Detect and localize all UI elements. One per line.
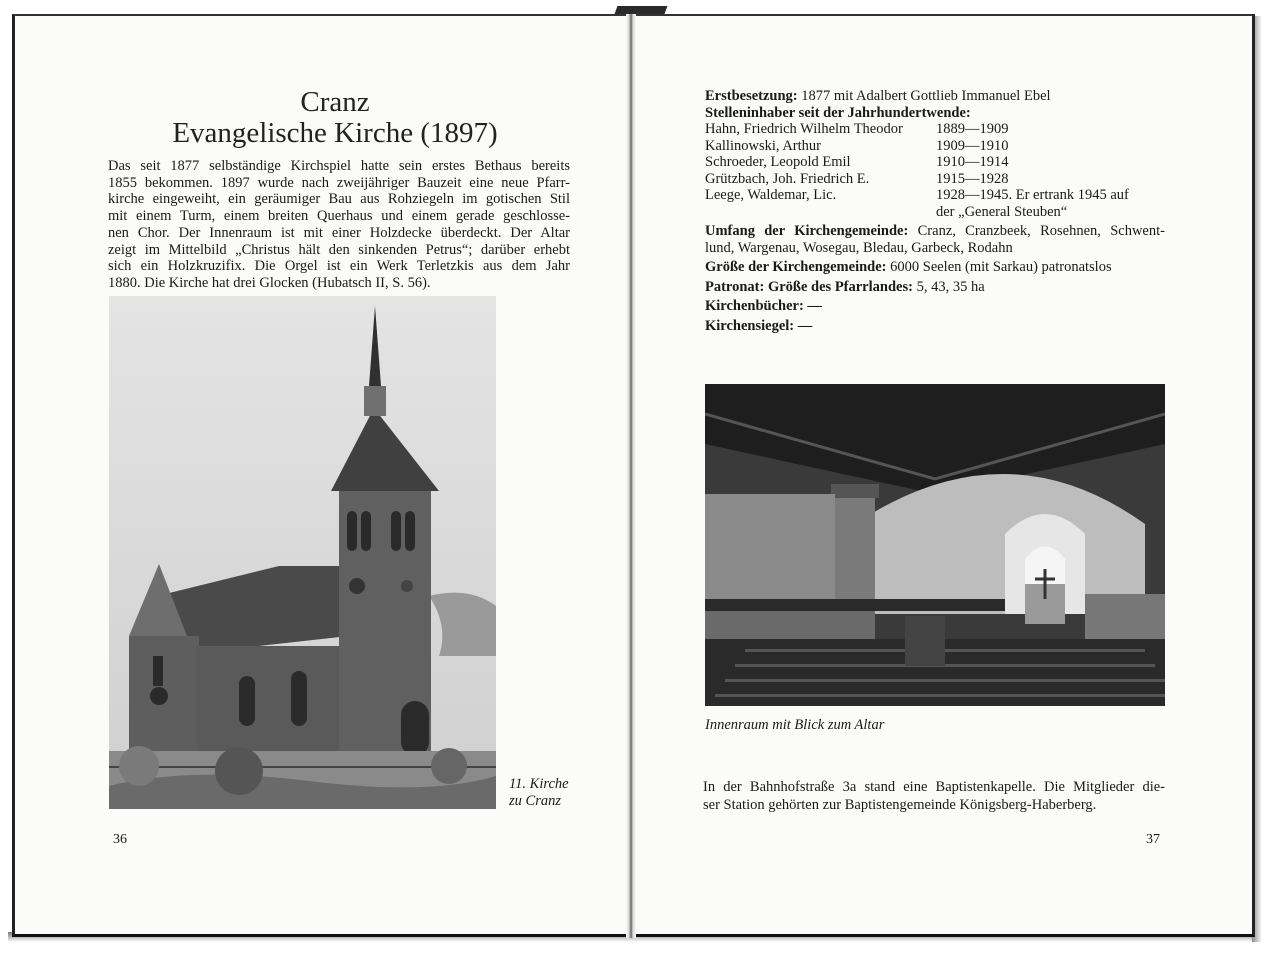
church-exterior-drawing bbox=[109, 296, 496, 809]
book-gutter bbox=[626, 8, 636, 938]
church-photo-caption bbox=[509, 776, 599, 810]
stelleninhaber-heading bbox=[705, 105, 1165, 122]
patronat-value: 5, 43, 35 ha bbox=[912, 278, 985, 295]
pastor-name: Grützbach, Joh. Friedrich E. bbox=[705, 170, 870, 187]
pastor-row bbox=[705, 187, 1165, 204]
pastor-years: 1910—1914 bbox=[936, 154, 1009, 170]
patronat-line bbox=[705, 279, 1165, 296]
binding-mark bbox=[615, 6, 668, 14]
church-interior-photo bbox=[705, 384, 1165, 706]
interior-photo-caption: Innenraum mit Blick zum Altar bbox=[705, 717, 885, 733]
intro-line: kirche eingeweiht, ein geräumiger Bau aus Rohziegeln im gotischen Stil bbox=[108, 191, 570, 208]
pastor-note: der „General Steuben“ bbox=[936, 203, 1068, 220]
pastor-row bbox=[705, 154, 1165, 171]
erstbesetzung-line bbox=[705, 88, 1165, 105]
pastor-row bbox=[705, 121, 1165, 138]
pastor-name: Hahn, Friedrich Wilhelm Theodor bbox=[705, 121, 903, 137]
intro-line: 1880. Die Kirche hat drei Glocken (Hubatsch II, S. 56). bbox=[108, 274, 431, 291]
page-number-right: 37 bbox=[1146, 832, 1160, 847]
groesse-line bbox=[705, 259, 1165, 276]
baptist-paragraph bbox=[703, 779, 1165, 814]
intro-line: sich ein Holzkruzifix. Die Orgel ist ein Werk Terletzkis aus dem Jahr bbox=[108, 258, 570, 275]
church-exterior-photo bbox=[109, 296, 496, 809]
intro-paragraph bbox=[108, 158, 570, 292]
title-line-2: Evangelische Kirche (1897) bbox=[172, 117, 498, 149]
intro-line: Das seit 1877 selbständige Kirchspiel hatte sein erstes Bethaus bereits bbox=[108, 158, 570, 174]
title-line-1: Cranz bbox=[300, 86, 370, 118]
pastor-years: 1915—1928 bbox=[936, 170, 1009, 187]
pastor-years: 1928—1945. Er ertrank 1945 auf bbox=[936, 187, 1129, 203]
groesse-label: Größe der Kirchengemeinde: bbox=[705, 259, 887, 275]
pastor-row bbox=[705, 138, 1165, 155]
pastor-years: 1889—1909 bbox=[936, 121, 1009, 137]
umfang-line-1 bbox=[705, 223, 1165, 240]
pastor-row bbox=[705, 171, 1165, 188]
pastor-name: Kallinowski, Arthur bbox=[705, 137, 821, 154]
baptist-line: ser Station gehörten zur Baptistengemeinde Königsberg-Haberberg. bbox=[703, 796, 1097, 813]
parish-info-block bbox=[705, 88, 1165, 334]
kirchensiegel-label: Kirchensiegel: — bbox=[705, 317, 813, 334]
baptist-line: In der Bahnhofstraße 3a stand eine Baptistenkapelle. Die Mitglieder die- bbox=[703, 779, 1165, 795]
pastor-name: Leege, Waldemar, Lic. bbox=[705, 187, 837, 203]
caption-line-2: zu Cranz bbox=[509, 793, 561, 809]
stelleninhaber-label: Stelleninhaber seit der Jahrhundertwende: bbox=[705, 104, 971, 121]
kirchenbuecher-label: Kirchenbücher: — bbox=[705, 298, 822, 314]
intro-line: 1855 bekommen. 1897 wurde nach zweijähriger Bauzeit eine neue Pfarr- bbox=[108, 174, 570, 191]
kirchenbuecher-line bbox=[705, 298, 1165, 315]
page-number-left: 36 bbox=[113, 832, 127, 847]
umfang-value-1: Cranz, Cranzbeek, Rosehnen, Schwent- bbox=[908, 223, 1165, 239]
church-interior-drawing bbox=[705, 384, 1165, 706]
pastor-years: 1909—1910 bbox=[936, 137, 1009, 154]
kirchensiegel-line bbox=[705, 318, 1165, 335]
umfang-label: Umfang der Kirchengemeinde: bbox=[705, 223, 909, 239]
intro-line: zeigt im Mittelbild „Christus hält den sinkenden Petrus“; darüber erhebt bbox=[108, 241, 570, 258]
umfang-line-2: lund, Wargenau, Wosegau, Bledau, Garbeck, Rodahn bbox=[705, 239, 1013, 256]
pastor-note-row bbox=[705, 204, 1165, 221]
patronat-label: Patronat: Größe des Pfarrlandes: bbox=[705, 278, 913, 295]
erstbesetzung-value: 1877 mit Adalbert Gottlieb Immanuel Ebel bbox=[797, 88, 1051, 104]
erstbesetzung-label: Erstbesetzung: bbox=[705, 88, 798, 104]
intro-line: mit einem Turm, einem breiten Querhaus und einem gerade geschlosse- bbox=[108, 208, 570, 225]
pastor-name: Schroeder, Leopold Emil bbox=[705, 154, 851, 170]
groesse-value: 6000 Seelen (mit Sarkau) patronatslos bbox=[886, 259, 1112, 275]
intro-line: nen Chor. Der Innenraum ist mit einer Holzdecke überdeckt. Der Altar bbox=[108, 224, 570, 241]
caption-line-1: 11. Kirche bbox=[509, 776, 569, 792]
